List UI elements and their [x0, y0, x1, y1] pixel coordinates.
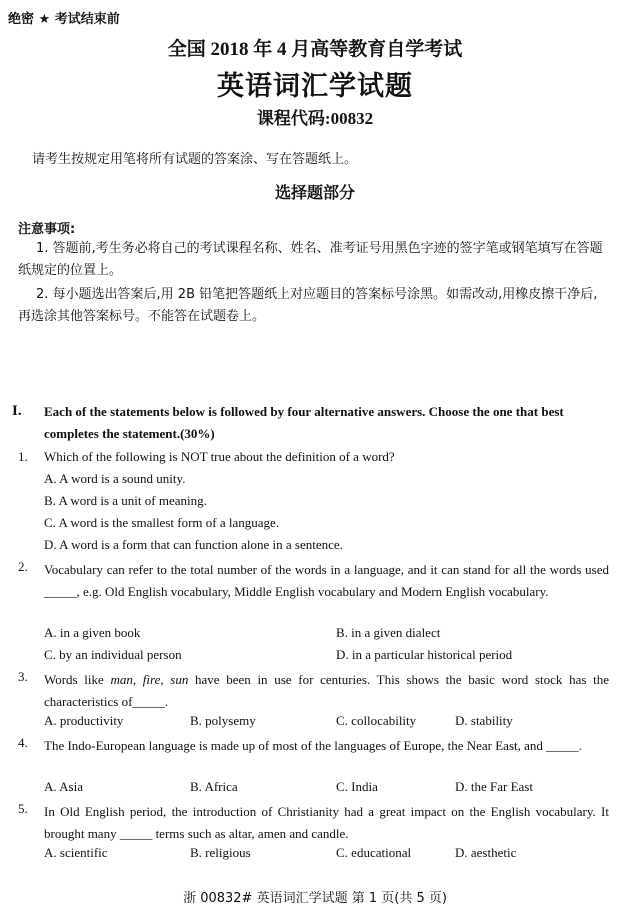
course-code: 课程代码:00832 — [256, 109, 374, 128]
question-text: Vocabulary can refer to the total number of the words in a language, and it can stand for all the words used _____, e.g. Old English vocabulary, Middle English vocabulary and Modern English vocabulary. — [44, 562, 609, 599]
option: C. A word is the smallest form of a language. — [44, 515, 280, 530]
question-text-post: have been in use for centuries. This shows the basic word stock has the characteristics of_____. — [44, 672, 609, 709]
option: C. by an individual person — [44, 647, 182, 662]
option: D. stability — [455, 713, 513, 728]
note-item: 1. 答题前,考生务必将自己的考试课程名称、姓名、准考证号用黑色字迹的签字笔或钢笔填写在答题纸规定的位置上。 — [18, 241, 603, 278]
notes-heading: 注意事项: — [18, 222, 76, 237]
question-text-italic: man, fire, sun — [110, 672, 189, 687]
option: C. educational — [336, 845, 412, 860]
section-title: 选择题部分 — [274, 183, 355, 202]
option: C. collocability — [336, 713, 417, 728]
option: B. Africa — [190, 779, 238, 794]
option: D. in a particular historical period — [336, 647, 513, 662]
option: B. polysemy — [190, 713, 256, 728]
question-number: 3. — [18, 669, 28, 684]
part-number: I. — [12, 403, 22, 419]
option: A. scientific — [44, 845, 108, 860]
option: D. the Far East — [455, 779, 533, 794]
option: D. A word is a form that can function alone in a sentence. — [44, 537, 343, 552]
question-number: 2. — [18, 559, 28, 574]
question-text: The Indo-European language is made up of most of the languages of Europe, the Near East, and _____. — [44, 738, 582, 753]
confidential-label: 绝密 ★ 考试结束前 — [8, 12, 120, 27]
option: B. in a given dialect — [336, 625, 441, 640]
option: A. Asia — [44, 779, 83, 794]
exam-title: 全国 2018 年 4 月高等教育自学考试 — [167, 39, 463, 60]
option: B. religious — [190, 845, 251, 860]
option: A. A word is a sound unity. — [44, 471, 186, 486]
subject-title: 英语词汇学试题 — [217, 71, 413, 101]
option: B. A word is a unit of meaning. — [44, 493, 207, 508]
answer-instruction: 请考生按规定用笔将所有试题的答案涂、写在答题纸上。 — [32, 152, 358, 167]
question-text: Which of the following is NOT true about the definition of a word? — [44, 449, 395, 464]
option: A. productivity — [44, 713, 124, 728]
page-footer: 浙 00832# 英语词汇学试题 第 1 页(共 5 页) — [183, 891, 447, 906]
question-number: 4. — [18, 735, 28, 750]
option: C. India — [336, 779, 378, 794]
option: A. in a given book — [44, 625, 141, 640]
option: D. aesthetic — [455, 845, 517, 860]
question-text — [44, 669, 609, 713]
question-text: In Old English period, the introduction of Christianity had a great impact on the English vocabulary. It brought many _____ terms such as altar, amen and candle. — [44, 804, 609, 841]
note-item: 2. 每小题选出答案后,用 2B 铅笔把答题纸上对应题目的答案标号涂黑。如需改动,用橡皮擦干净后,再选涂其他答案标号。不能答在试题卷上。 — [18, 287, 598, 324]
question-number: 1. — [18, 449, 28, 464]
question-number: 5. — [18, 801, 28, 816]
part-instruction: Each of the statements below is followed by four alternative answers. Choose the one that best completes the statement.(30%) — [44, 404, 564, 441]
question-text-pre: Words like — [44, 672, 111, 687]
